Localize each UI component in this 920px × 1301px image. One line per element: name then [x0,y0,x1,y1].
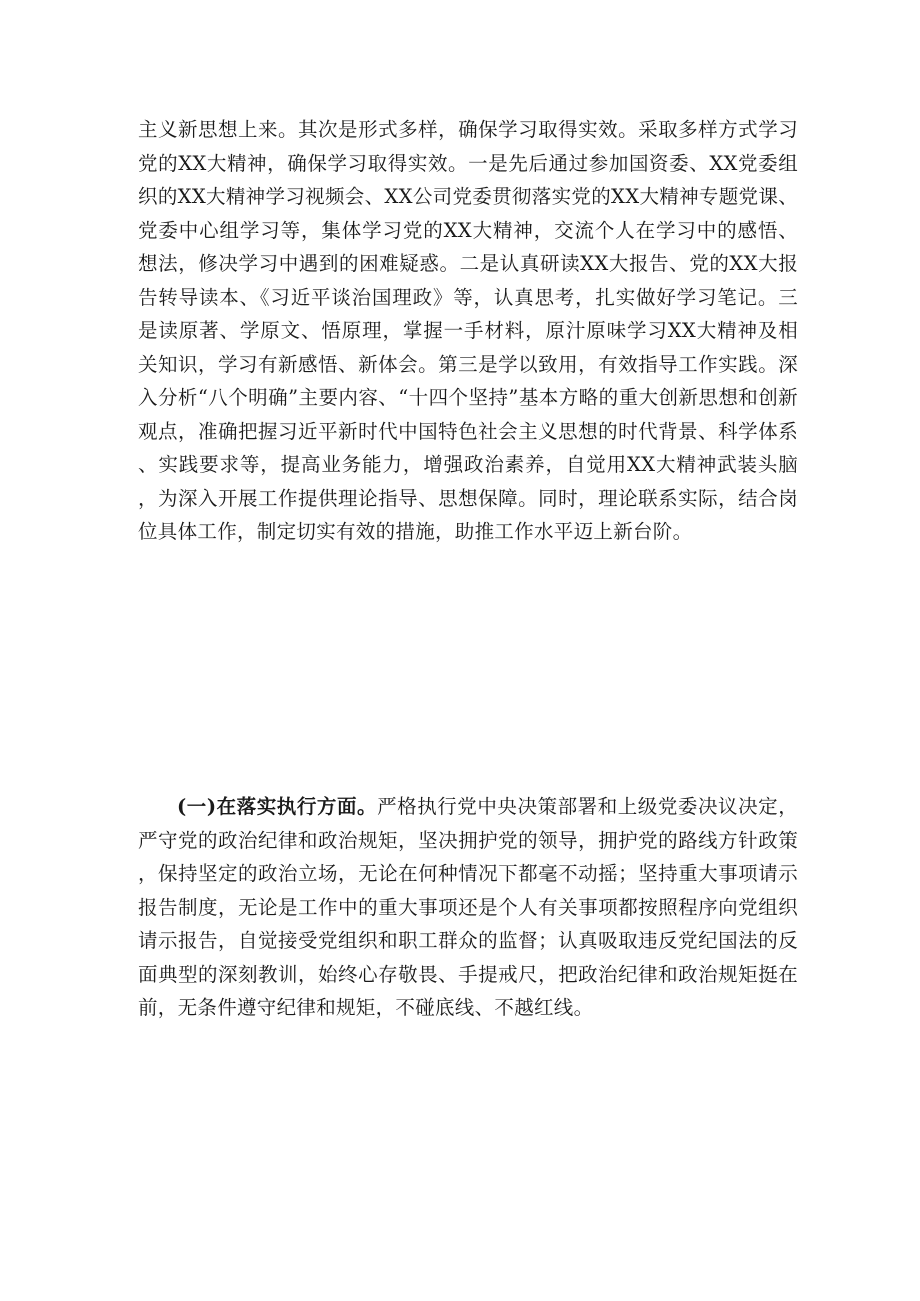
body-paragraph-2 [138,790,798,1025]
section-heading-implementation: (一)在落实执行方面。 [177,795,378,818]
section-body-implementation: 严格执行党中央决策部署和上级党委决议决定，严守党的政治纪律和政治规矩，坚决拥护党的领导，拥护党的路线方针政策，保持坚定的政治立场，无论在何种情况下都毫不动摇；坚持重大事项请示报告制度，无论是工作中的重大事项还是个人有关事项都按照程序向党组织请示报告，自觉接受党组织和职工群众的监督；认真吸取违反党纪国法的反面典型的深刻教训，始终心存敬畏、手提戒尺，把政治纪律和政治规矩挺在前，无条件遵守纪律和规矩，不碰底线、不越红线。 [138,795,798,1019]
body-paragraph-1: 主义新思想上来。其次是形式多样，确保学习取得实效。采取多样方式学习党的XX大精神，确保学习取得实效。一是先后通过参加国资委、XX党委组织的XX大精神学习视频会、XX公司党委贯彻落实党的XX大精神专题党课、党委中心组学习等，集体学习党的XX大精神，交流个人在学习中的感悟、想法，修决学习中遇到的困难疑惑。二是认真研读XX大报告、党的XX大报告转导读本、《习近平谈治国理政》等，认真思考，扎实做好学习笔记。三是读原著、学原文、悟原理，掌握一手材料，原汁原味学习XX大精神及相关知识，学习有新感悟、新体会。第三是学以致用，有效指导工作实践。深入分析“八个明确”主要内容、“十四个坚持”基本方略的重大创新思想和创新观点，准确把握习近平新时代中国特色社会主义思想的时代背景、科学体系、实践要求等，提高业务能力，增强政治素养，自觉用XX大精神武装头脑，为深入开展工作提供理论指导、思想保障。同时，理论联系实际，结合岗位具体工作，制定切实有效的措施，助推工作水平迈上新台阶。 [138,118,798,543]
